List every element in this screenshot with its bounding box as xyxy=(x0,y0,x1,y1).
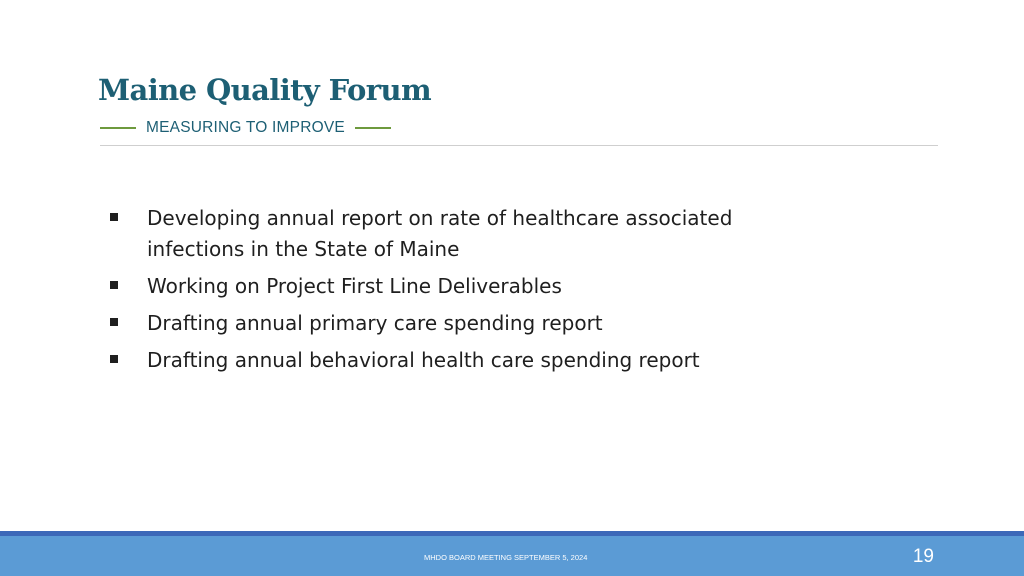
square-bullet-icon xyxy=(110,355,118,363)
logo-title: Maine Quality Forum xyxy=(98,73,432,107)
bullet-item xyxy=(108,308,808,339)
header-divider xyxy=(100,145,938,146)
tagline-right-rule xyxy=(355,127,391,129)
maine-quality-forum-logo xyxy=(98,70,432,140)
logo-tagline-row xyxy=(100,118,391,138)
tagline-left-rule xyxy=(100,127,136,129)
bullet-text: Drafting annual primary care spending report xyxy=(147,310,603,335)
bullet-text: Developing annual report on rate of healthcare associated infections in the State of Maine xyxy=(147,206,733,261)
logo-tagline: MEASURING TO IMPROVE xyxy=(146,119,345,136)
square-bullet-icon xyxy=(110,281,118,289)
bullet-item xyxy=(108,203,762,264)
bullet-item xyxy=(108,345,808,376)
bullet-item xyxy=(108,271,808,302)
bullet-list xyxy=(108,203,808,382)
square-bullet-icon xyxy=(110,213,118,221)
bullet-text: Working on Project First Line Deliverables xyxy=(147,273,562,298)
page-number: 19 xyxy=(912,546,934,567)
square-bullet-icon xyxy=(110,318,118,326)
bullet-text: Drafting annual behavioral health care spending report xyxy=(147,347,700,372)
footer-text: MHDO BOARD MEETING SEPTEMBER 5, 2024 xyxy=(424,553,588,562)
